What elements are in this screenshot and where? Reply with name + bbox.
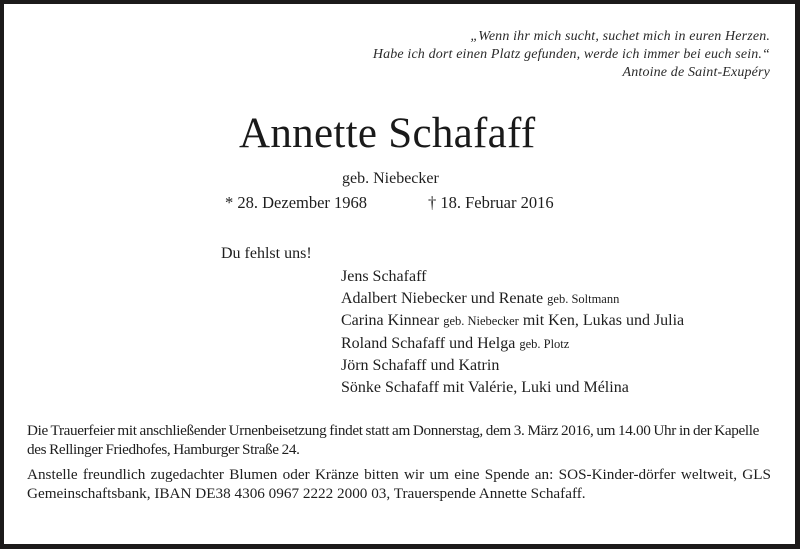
funeral-notice: Die Trauerfeier mit anschließender Urnenbeisetzung findet statt am Donnerstag, dem 3. März 2016, um 14.00 Uhr in der Kapelle des Rellinger Friedhofes, Hamburger Straße 24. xyxy=(27,422,760,458)
mourners-intro: Du fehlst uns! xyxy=(221,245,312,262)
birth-date: * 28. Dezember 1968 xyxy=(225,193,368,212)
mourner-row xyxy=(341,355,684,377)
mourner-main: Jörn Schafaff und Katrin xyxy=(341,357,500,374)
mourner-row xyxy=(341,288,684,311)
mourner-tail: mit Ken, Lukas und Julia xyxy=(522,312,685,329)
quote-author: Antoine de Saint-Exupéry xyxy=(622,65,770,80)
mourner-row xyxy=(341,266,684,288)
mourner-main: Sönke Schafaff mit Valérie, Luki und Mélina xyxy=(341,378,629,396)
donation-notice: Anstelle freundlich zugedachter Blumen oder Kränze bitten wir um eine Spende an: SOS-Kinder-dörfer weltweit, GLS Gemeinschaftsbank, IBAN DE38 4306 0967 2222 2000 03, Trauerspende Annette Schafaff. xyxy=(27,466,771,502)
deceased-name: Annette Schafaff xyxy=(239,110,536,157)
mourner-main: Roland Schafaff und Helga xyxy=(341,334,516,352)
mourner-row xyxy=(341,377,684,399)
mourner-row xyxy=(341,333,684,356)
mourner-row xyxy=(341,310,684,333)
mourner-main: Jens Schafaff xyxy=(341,268,427,285)
obituary-notice xyxy=(4,4,795,544)
quote-line-2: Habe ich dort einen Platz gefunden, werde ich immer bei euch sein.“ xyxy=(372,47,770,62)
mourners-list xyxy=(341,266,684,398)
mourner-maiden-name: geb. Plotz xyxy=(519,336,570,351)
mourner-main: Carina Kinnear xyxy=(341,312,440,329)
death-date: † 18. Februar 2016 xyxy=(428,193,554,212)
maiden-name: geb. Niebecker xyxy=(342,170,439,187)
epigraph-quote xyxy=(373,28,770,82)
quote-line-1: „Wenn ihr mich sucht, suchet mich in euren Herzen. xyxy=(470,29,770,44)
mourner-maiden-name: geb. Soltmann xyxy=(547,291,620,306)
mourner-maiden-name: geb. Niebecker xyxy=(443,314,519,328)
mourner-main: Adalbert Niebecker und Renate xyxy=(341,289,544,307)
